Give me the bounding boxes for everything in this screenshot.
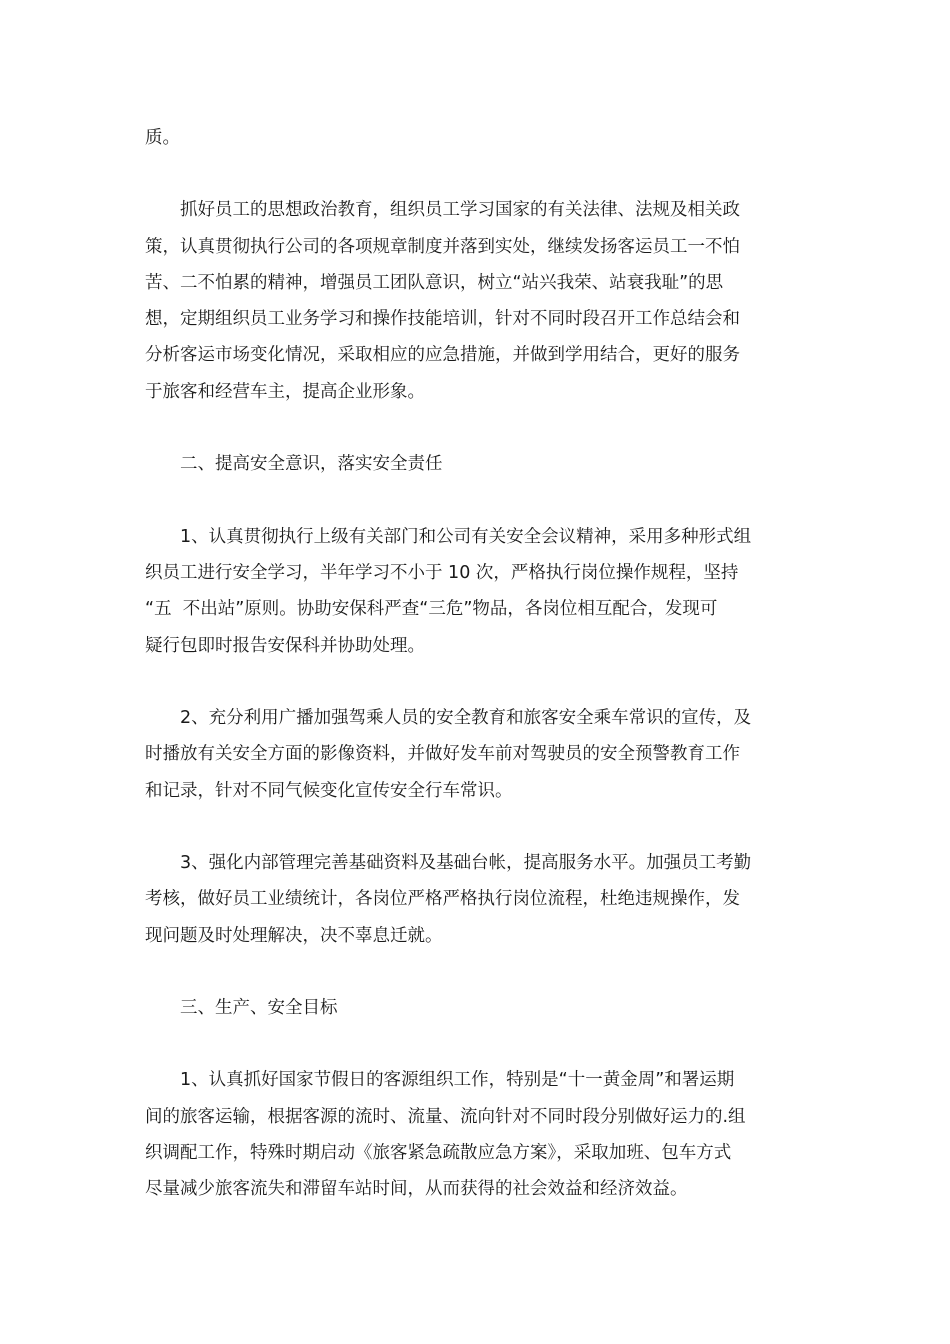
text-line: 于旅客和经营车主，提高企业形象。 (145, 382, 425, 402)
text-line: 尽量减少旅客流失和滞留车站时间，从而获得的社会效益和经济效益。 (145, 1179, 688, 1199)
text-line: 疑行包即时报告安保科并协助处理。 (145, 636, 425, 656)
text-line: 1、认真贯彻执行上级有关部门和公司有关安全会议精神，采用多种形式组 (180, 527, 752, 547)
text-line: 苦、二不怕累的精神，增强员工团队意识，树立“站兴我荣、站衰我耻”的思 (145, 273, 724, 293)
text-line: 间的旅客运输，根据客源的流时、流量、流向针对不同时段分别做好运力的.组 (145, 1107, 746, 1127)
section-heading: 三、生产、安全目标 (180, 998, 338, 1018)
text-line: 1、认真抓好国家节假日的客源组织工作，特别是“十一黄金周”和署运期 (180, 1070, 735, 1090)
text-line: 抓好员工的思想政治教育，组织员工学习国家的有关法律、法规及相关政 (180, 200, 740, 220)
text-line: 现问题及时处理解决，决不辜息迁就。 (145, 926, 443, 946)
text-line: 策，认真贯彻执行公司的各项规章制度并落到实处，继续发扬客运员工一不怕 (145, 237, 740, 257)
text-line: 3、强化内部管理完善基础资料及基础台帐，提高服务水平。加强员工考勤 (180, 853, 752, 873)
text-line: 分析客运市场变化情况，采取相应的应急措施，并做到学用结合，更好的服务 (145, 345, 740, 365)
text-line: 时播放有关安全方面的影像资料，并做好发车前对驾驶员的安全预警教育工作 (145, 744, 740, 764)
section-heading: 二、提高安全意识，落实安全责任 (180, 454, 443, 474)
text-line: “五 不出站”原则。协助安保科严查“三危”物品，各岗位相互配合，发现可 (145, 599, 718, 619)
text-line: 织员工进行安全学习，半年学习不小于 10 次，严格执行岗位操作规程，坚持 (145, 563, 739, 583)
text-line: 织调配工作，特殊时期启动《旅客紧急疏散应急方案》，采取加班、包车方式 (145, 1143, 732, 1163)
text-line: 想，定期组织员工业务学习和操作技能培训，针对不同时段召开工作总结会和 (145, 309, 740, 329)
text-line: 质。 (145, 128, 180, 148)
text-line: 和记录，针对不同气候变化宣传安全行车常识。 (145, 781, 513, 801)
text-line: 2、充分利用广播加强驾乘人员的安全教育和旅客安全乘车常识的宣传，及 (180, 708, 752, 728)
text-line: 考核，做好员工业绩统计，各岗位严格严格执行岗位流程，杜绝违规操作，发 (145, 889, 740, 909)
